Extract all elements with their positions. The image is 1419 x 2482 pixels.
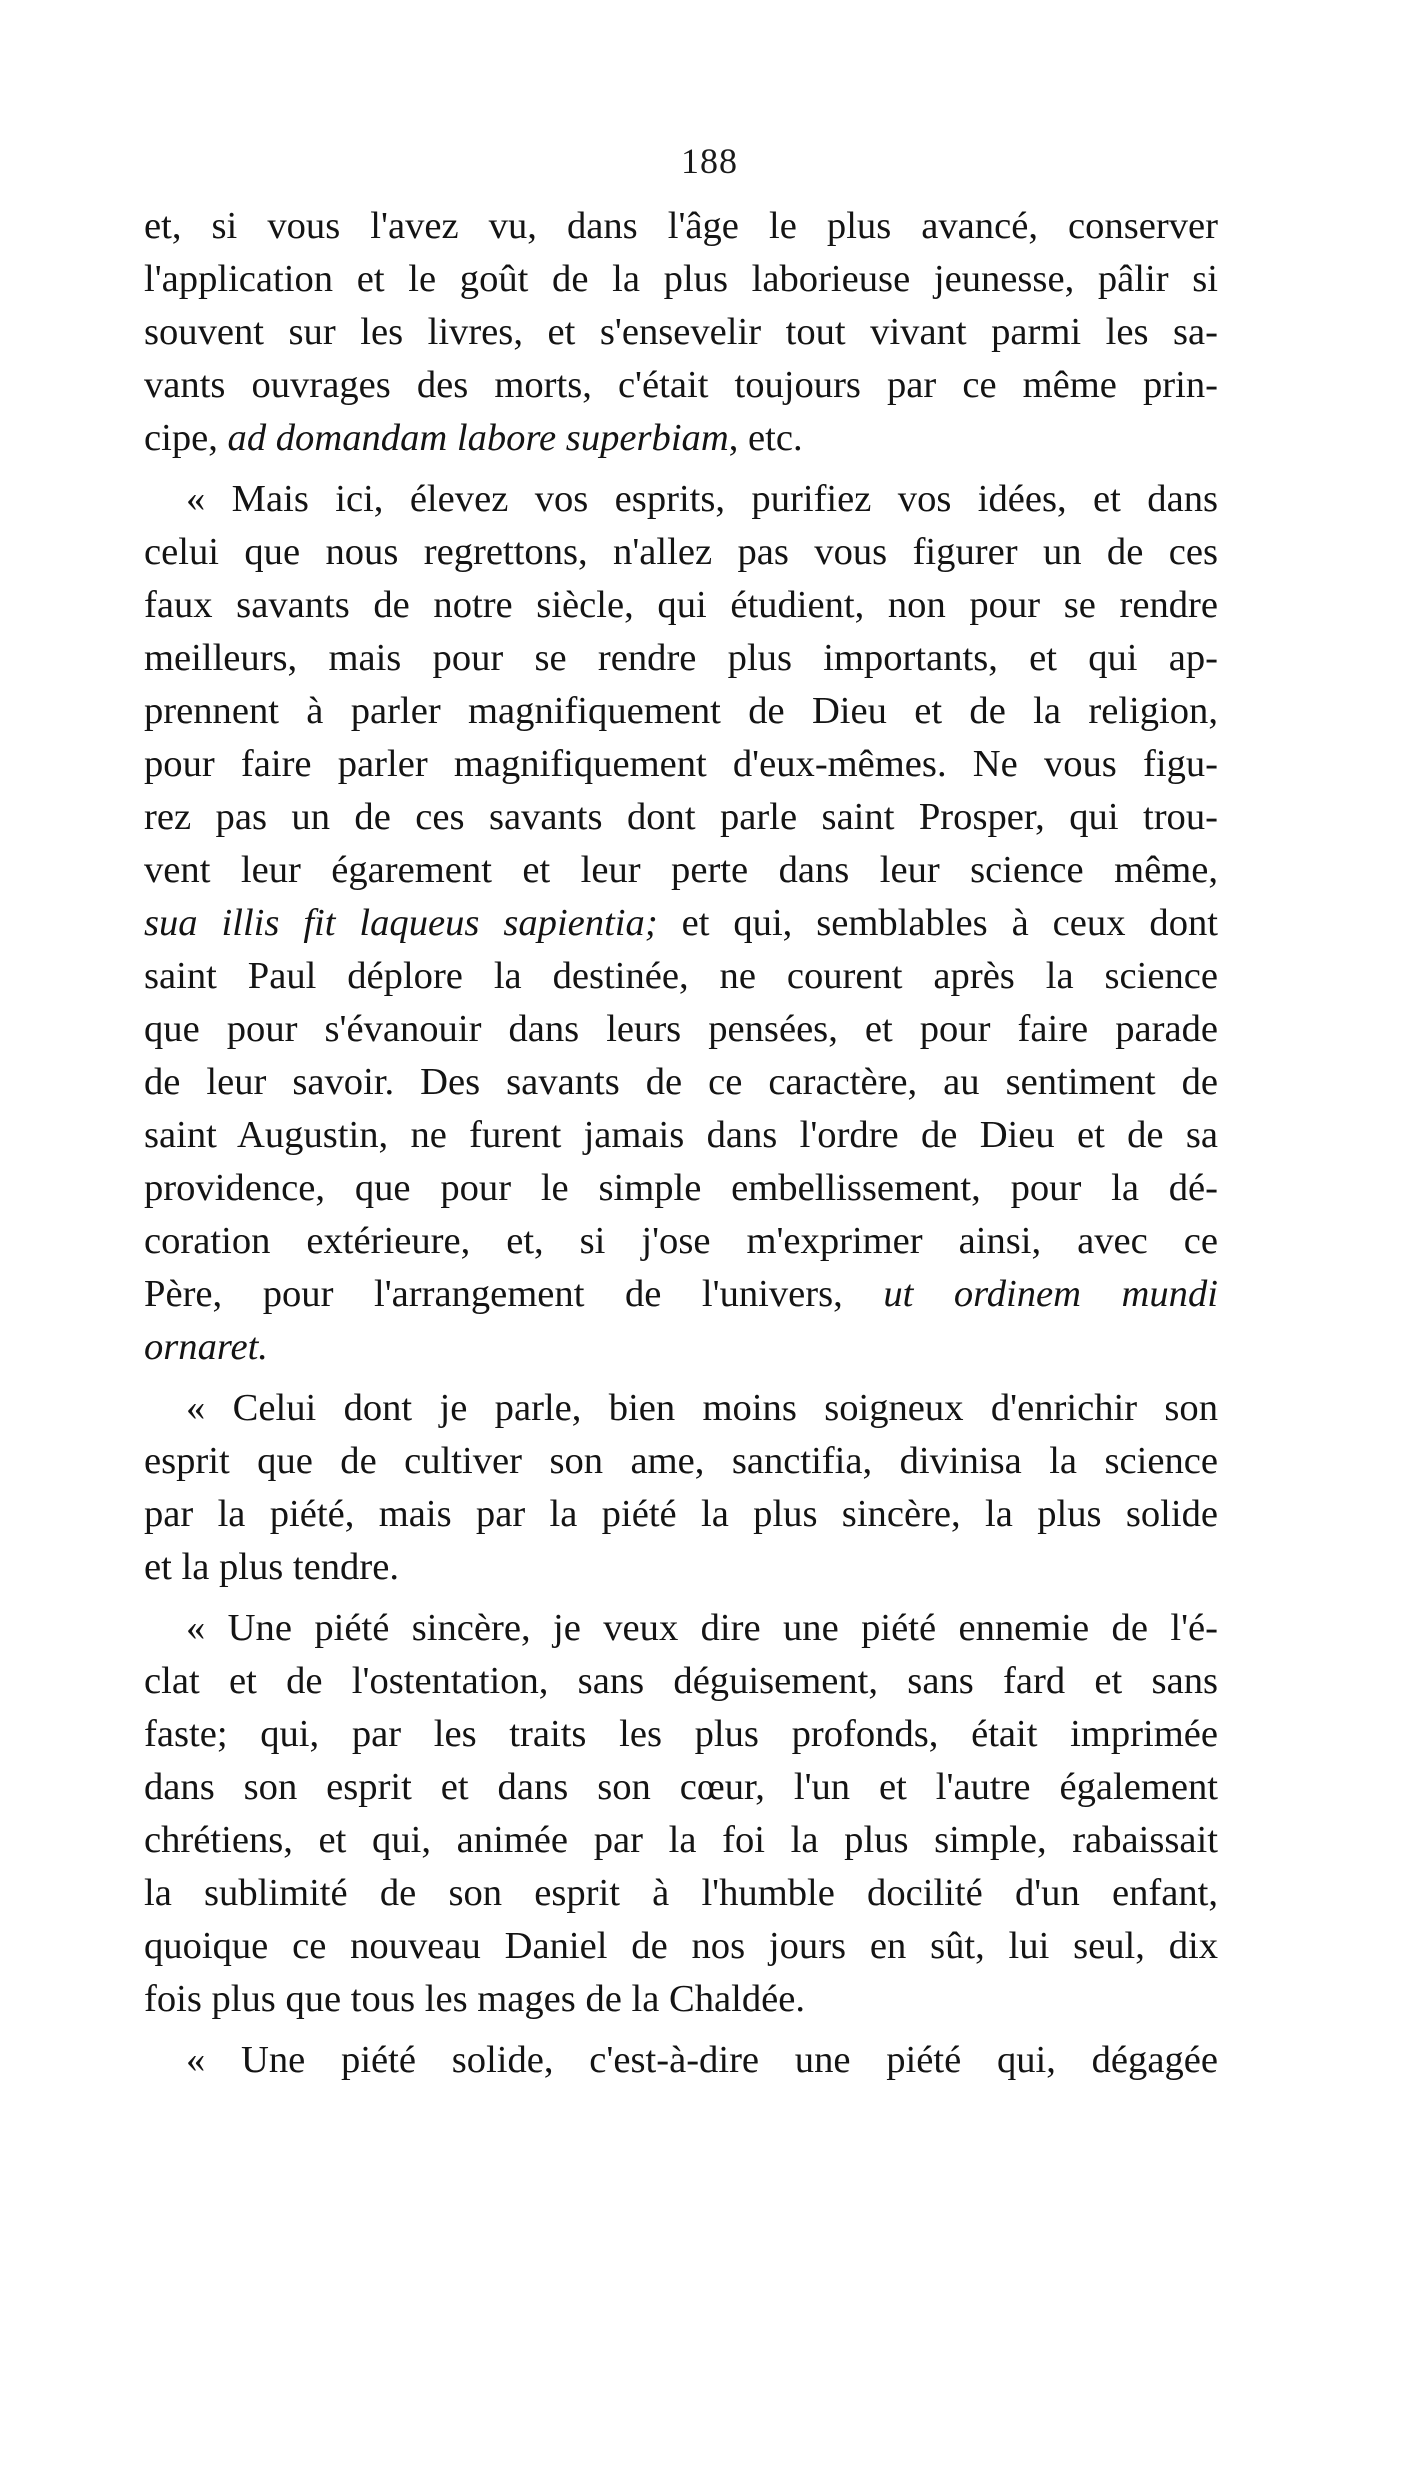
- text-line: « Une piété solide, c'est-à-dire une piété qui, dégagée: [186, 2039, 1218, 2081]
- text-line: Père, pour l'arrangement de l'univers, ut ordinem mundi: [144, 1273, 1218, 1315]
- text-line: la sublimité de son esprit à l'humble docilité d'un enfant,: [144, 1872, 1218, 1914]
- latin-quote: ornaret.: [144, 1326, 268, 1368]
- text-line: sua illis fit laqueus sapientia; et qui, semblables à ceux dont: [144, 902, 1218, 944]
- text-line: « Celui dont je parle, bien moins soigneux d'enrichir son: [186, 1387, 1218, 1429]
- text-line: celui que nous regrettons, n'allez pas vous figurer un de ces: [144, 531, 1218, 573]
- body-text: [144, 200, 1218, 2087]
- text-line: que pour s'évanouir dans leurs pensées, et pour faire parade: [144, 1008, 1218, 1050]
- text-line: clat et de l'ostentation, sans déguisement, sans fard et sans: [144, 1660, 1218, 1702]
- text-line: saint Paul déplore la destinée, ne courent après la science: [144, 955, 1218, 997]
- text-line: « Mais ici, élevez vos esprits, purifiez vos idées, et dans: [186, 478, 1218, 520]
- text-line: quoique ce nouveau Daniel de nos jours en sût, lui seul, dix: [144, 1925, 1218, 1967]
- text-line: rez pas un de ces savants dont parle saint Prosper, qui trou-: [144, 796, 1218, 838]
- text-line: saint Augustin, ne furent jamais dans l'ordre de Dieu et de sa: [144, 1114, 1218, 1156]
- latin-quote: ad domandam labore superbiam: [227, 417, 729, 459]
- text-line: de leur savoir. Des savants de ce caractère, au sentiment de: [144, 1061, 1218, 1103]
- text-line: dans son esprit et dans son cœur, l'un et l'autre également: [144, 1766, 1218, 1808]
- text-line: et, si vous l'avez vu, dans l'âge le plus avancé, conserver: [144, 205, 1218, 247]
- text-line: coration extérieure, et, si j'ose m'exprimer ainsi, avec ce: [144, 1220, 1218, 1262]
- text-line: [144, 1321, 1218, 1374]
- text-line: chrétiens, et qui, animée par la foi la plus simple, rabaissait: [144, 1819, 1218, 1861]
- text-line: vants ouvrages des morts, c'était toujours par ce même prin-: [144, 364, 1218, 406]
- text-line: vent leur égarement et leur perte dans leur science même,: [144, 849, 1218, 891]
- text-line: souvent sur les livres, et s'ensevelir tout vivant parmi les sa-: [144, 311, 1218, 353]
- text-line: esprit que de cultiver son ame, sanctifia, divinisa la science: [144, 1440, 1218, 1482]
- text-line: par la piété, mais par la piété la plus sincère, la plus solide: [144, 1493, 1218, 1535]
- page-number: 188: [681, 141, 738, 181]
- text-line: faux savants de notre siècle, qui étudient, non pour se rendre: [144, 584, 1218, 626]
- text-line: cipe, ad domandam labore superbiam, etc.: [144, 417, 803, 459]
- text-line: et la plus tendre.: [144, 1546, 399, 1588]
- text-line: providence, que pour le simple embellissement, pour la dé-: [144, 1167, 1218, 1209]
- latin-quote: sua illis fit laqueus sapientia;: [144, 902, 658, 944]
- text-line: pour faire parler magnifiquement d'eux-mêmes. Ne vous figu-: [144, 743, 1218, 785]
- text-line: meilleurs, mais pour se rendre plus importants, et qui ap-: [144, 637, 1218, 679]
- text-line: fois plus que tous les mages de la Chaldée.: [144, 1978, 806, 2020]
- latin-quote: ut ordinem mundi: [883, 1273, 1218, 1315]
- text-line: l'application et le goût de la plus laborieuse jeunesse, pâlir si: [144, 258, 1218, 300]
- text-line: faste; qui, par les traits les plus profonds, était imprimée: [144, 1713, 1218, 1755]
- text-line: prennent à parler magnifiquement de Dieu et de la religion,: [144, 690, 1218, 732]
- text-line: « Une piété sincère, je veux dire une piété ennemie de l'é-: [186, 1607, 1218, 1649]
